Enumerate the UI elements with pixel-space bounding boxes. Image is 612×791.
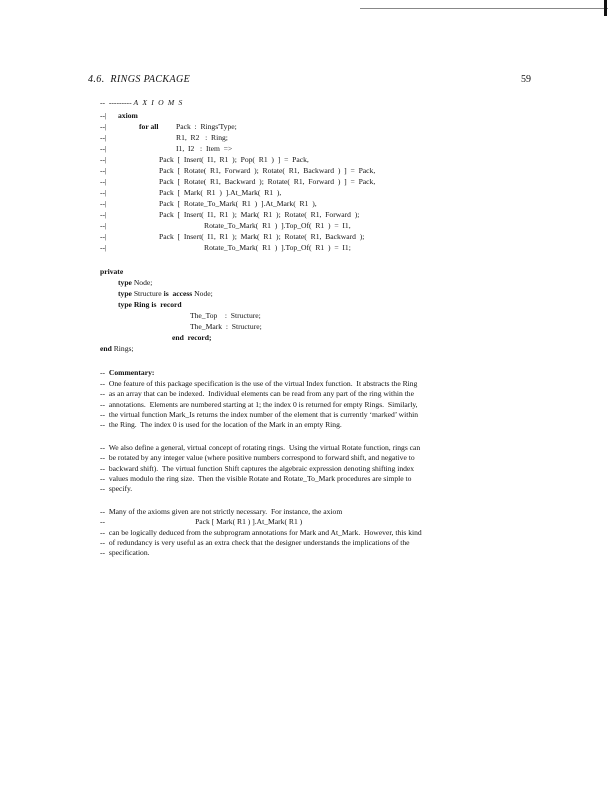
comment-line xyxy=(100,379,545,389)
comment-dash: -- xyxy=(100,527,106,537)
type-keyword: type xyxy=(118,278,132,287)
comment-line xyxy=(100,528,545,538)
type-keyword: type xyxy=(118,289,132,298)
commentary-paragraph-3 xyxy=(100,507,545,558)
structure-target: Node; xyxy=(194,289,213,298)
axiom-decl: R1, R2 : Ring; xyxy=(176,133,228,142)
axioms-title-dashes: -- --------- xyxy=(100,98,134,107)
comment-prefix: --| xyxy=(100,221,107,230)
comment-prefix: --| xyxy=(100,166,107,175)
comment-text: annotations. Elements are numbered starting at 1; the index 0 is returned for empty Rings. Similarly, xyxy=(108,399,418,409)
axiom-line: Rotate_To_Mark( R1 ) ].Top_Of( R1 ) = I1; xyxy=(204,243,351,252)
comment-line xyxy=(100,389,545,399)
comment-line xyxy=(100,443,545,453)
comment-dash: -- xyxy=(100,443,106,452)
axioms-title: A X I O M S xyxy=(133,98,184,107)
scan-edge-line xyxy=(360,8,608,9)
ring-name: Ring xyxy=(133,300,150,309)
axiom-keyword: axiom xyxy=(118,111,138,120)
comment-line xyxy=(100,538,545,548)
axiom-line: Pack [ Insert( I1, R1 ); Pop( R1 ) ] = Pack, xyxy=(159,155,309,164)
record-field: The_Top : Structure; xyxy=(190,311,261,320)
comment-text: One feature of this package specification is the use of the virtual Index function. It abstracts the Ring xyxy=(108,379,418,388)
node-decl: Node; xyxy=(133,278,153,287)
comment-text: be rotated by any integer value (where positive numbers correspond to forward shift, and negative to xyxy=(108,453,415,463)
page-header xyxy=(88,74,531,88)
comment-line xyxy=(100,548,545,558)
comment-prefix: --| xyxy=(100,199,107,208)
comment-text: backward shift). The virtual function Shift captures the algebraic expression denoting shifting index xyxy=(108,463,415,473)
comment-dash: -- xyxy=(100,473,106,483)
structure-name: Structure xyxy=(133,289,162,298)
comment-line xyxy=(100,464,545,474)
axiom-line: Pack [ Rotate_To_Mark( R1 ) ].At_Mark( R1 ), xyxy=(159,199,317,208)
commentary-paragraph-2 xyxy=(100,443,545,494)
comment-dash: -- xyxy=(100,389,106,399)
comment-line xyxy=(100,484,545,494)
section-title: 4.6. RINGS PACKAGE xyxy=(88,74,191,85)
axiom-line: Pack [ Insert( I1, R1 ); Mark( R1 ); Rotate( R1, Forward ); xyxy=(159,210,360,219)
comment-line xyxy=(100,507,545,517)
type-ring-line xyxy=(118,300,182,310)
comment-line xyxy=(100,420,545,430)
comment-dash: -- xyxy=(100,548,106,558)
comment-text: the Ring. The index 0 is used for the location of the Mark in an empty Ring. xyxy=(108,420,342,430)
comment-dash: -- xyxy=(100,463,106,473)
comment-dash: -- xyxy=(100,453,106,463)
comment-prefix: --| xyxy=(100,144,107,153)
comment-dash: -- xyxy=(100,507,106,516)
type-keyword: type xyxy=(118,300,132,309)
comment-dash: -- xyxy=(100,537,106,547)
comment-prefix: --| xyxy=(100,155,107,164)
commentary-heading: Commentary: xyxy=(108,368,155,377)
comment-dash: -- xyxy=(100,420,106,430)
comment-prefix: --| xyxy=(100,188,107,197)
axioms-title-line xyxy=(100,98,183,108)
commentary-paragraph-1 xyxy=(100,379,545,430)
comment-text: We also define a general, virtual concept of rotating rings. Using the virtual Rotate function, rings can xyxy=(108,443,421,452)
comment-line xyxy=(100,400,545,410)
end-record-keyword: end record; xyxy=(172,333,212,342)
comment-text: as an array that can be indexed. Individual elements can be read from any part of the ring within the xyxy=(108,389,414,399)
commentary-heading-line xyxy=(100,368,154,378)
end-rings-line xyxy=(100,344,134,354)
comment-prefix: --| xyxy=(100,177,107,186)
is-record-keyword: is record xyxy=(151,300,182,309)
axiom-line: Pack [ Insert( I1, R1 ); Mark( R1 ); Rotate( R1, Backward ); xyxy=(159,232,365,241)
axiom-line: Pack [ Mark( R1 ) ].At_Mark( R1 ), xyxy=(159,188,282,197)
comment-line xyxy=(100,410,545,420)
type-node-line xyxy=(118,278,152,288)
axiom-line: Rotate_To_Mark( R1 ) ].Top_Of( R1 ) = I1, xyxy=(204,221,351,230)
comment-dash: -- xyxy=(100,409,106,419)
example-axiom: Pack [ Mark( R1 ) ].At_Mark( R1 ) xyxy=(195,517,303,527)
private-keyword: private xyxy=(100,267,124,276)
comment-text: the virtual function Mark_Is returns the index number of the element that is currently ‘marked’ within xyxy=(108,409,419,419)
comment-dash: -- xyxy=(100,484,106,494)
comment-text: specification. xyxy=(108,548,150,558)
comment-text: of redundancy is very useful as an extra check that the designer understands the implications of the xyxy=(108,537,410,547)
comment-line xyxy=(100,453,545,463)
for-all-keyword: for all xyxy=(139,122,159,131)
end-keyword: end xyxy=(100,344,112,353)
axiom-line: Pack [ Rotate( R1, Forward ); Rotate( R1, Backward ) ] = Pack, xyxy=(159,166,376,175)
comment-prefix: --| xyxy=(100,232,107,241)
comment-prefix: --| xyxy=(100,133,107,142)
comment-text: values modulo the ring size. Then the visible Rotate and Rotate_To_Mark procedures are simple to xyxy=(108,473,412,483)
comment-text: Many of the axioms given are not strictly necessary. For instance, the axiom xyxy=(108,507,343,516)
comment-line xyxy=(100,517,545,527)
comment-text: can be logically deduced from the subprogram annotations for Mark and At_Mark. However, this kind xyxy=(108,527,422,537)
axiom-line: Pack [ Rotate( R1, Backward ); Rotate( R1, Forward ) ] = Pack, xyxy=(159,177,376,186)
comment-prefix: --| xyxy=(100,111,107,120)
comment-line xyxy=(100,474,545,484)
axiom-decl: I1, I2 : Item => xyxy=(176,144,233,153)
scan-edge-mark xyxy=(604,0,607,16)
comment-prefix: --| xyxy=(100,210,107,219)
axiom-decl: Pack : Rings'Type; xyxy=(176,122,237,131)
comment-dash: -- xyxy=(100,399,106,409)
record-field: The_Mark : Structure; xyxy=(190,322,262,331)
page-number: 59 xyxy=(521,74,531,85)
comment-text: specify. xyxy=(108,484,133,494)
is-access-keyword: is access xyxy=(163,289,193,298)
comment-prefix: --| xyxy=(100,122,107,131)
type-structure-line xyxy=(118,289,213,299)
comment-dash: -- xyxy=(100,517,106,527)
comment-prefix: --| xyxy=(100,243,107,252)
comment-dash: -- xyxy=(100,368,106,377)
comment-dash: -- xyxy=(100,379,106,388)
end-name: Rings; xyxy=(113,344,134,353)
